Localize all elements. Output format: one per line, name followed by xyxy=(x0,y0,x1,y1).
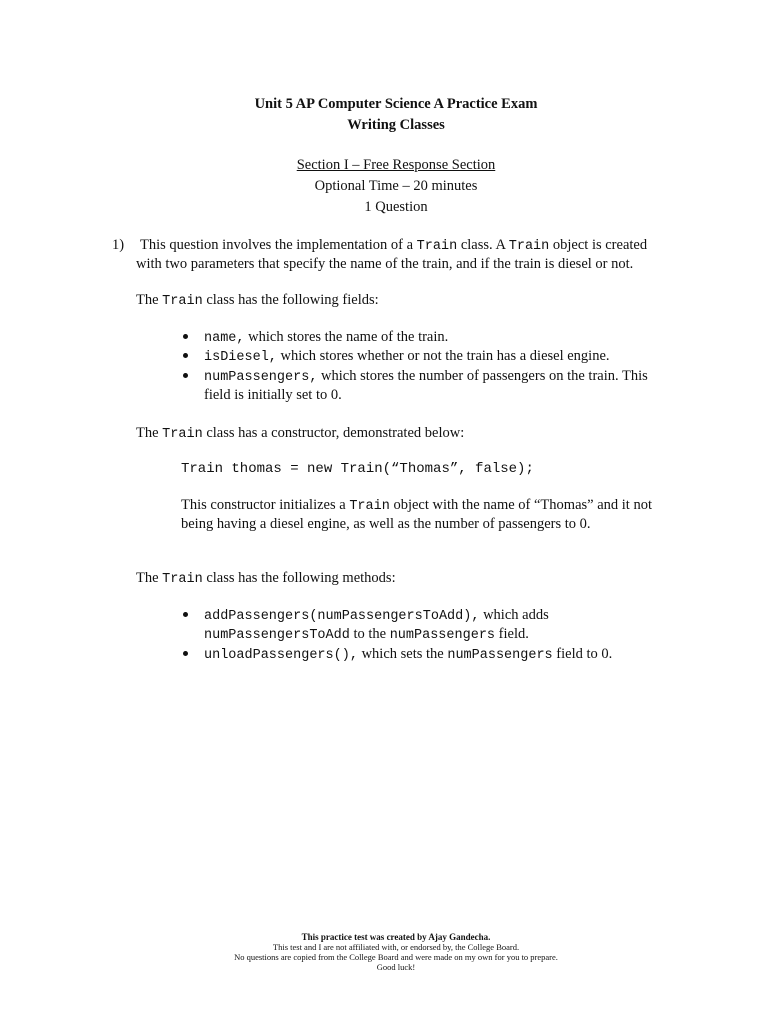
methods-intro xyxy=(136,568,396,590)
ctor-desc-code: Train xyxy=(349,499,390,514)
method-code: numPassengers xyxy=(389,628,496,643)
question-number: 1) xyxy=(112,237,125,253)
methods-pre: The xyxy=(136,570,163,586)
ctor-desc-line-2: being having a diesel engine, as well as the number of passengers to 0. xyxy=(181,516,591,532)
field-code: name, xyxy=(204,331,245,346)
method-item-add-cont xyxy=(204,625,529,645)
title-line-2: Writing Classes xyxy=(347,117,445,133)
bullet-icon xyxy=(183,373,188,378)
ctor-post: class has a constructor, demonstrated below: xyxy=(202,425,465,441)
method-text: to the xyxy=(349,626,390,642)
method-code: numPassengersToAdd xyxy=(204,628,350,643)
intro-text-b: class. A xyxy=(457,237,509,253)
methods-code: Train xyxy=(162,572,203,587)
field-text: which stores whether or not the train has a diesel engine. xyxy=(276,348,610,364)
fields-pre: The xyxy=(136,292,163,308)
section-count: 1 Question xyxy=(364,199,428,215)
page-footer xyxy=(0,932,768,972)
footer-good-luck: Good luck! xyxy=(376,962,416,972)
field-text: which stores the name of the train. xyxy=(244,329,449,345)
field-code: numPassengers, xyxy=(204,370,318,385)
field-item-numpassengers-cont: field is initially set to 0. xyxy=(204,387,342,403)
title-line-1: Unit 5 AP Computer Science A Practice Exam xyxy=(254,96,538,112)
intro-code-2: Train xyxy=(508,239,550,254)
bullet-icon xyxy=(183,651,188,656)
ctor-desc-b: object with the name of “Thomas” and it not xyxy=(389,497,652,513)
method-text: field. xyxy=(495,626,529,642)
bullet-icon xyxy=(183,334,188,339)
intro-code-1: Train xyxy=(416,239,458,254)
intro-text-c: object is created xyxy=(549,237,648,253)
method-text: which adds xyxy=(479,607,549,623)
section-heading: Section I – Free Response Section xyxy=(296,157,496,173)
methods-post: class has the following methods: xyxy=(202,570,396,586)
method-text: which sets the xyxy=(357,646,448,662)
field-item-isdiesel xyxy=(204,347,610,367)
fields-intro xyxy=(136,290,379,312)
exam-title xyxy=(0,94,768,136)
bullet-icon xyxy=(183,612,188,617)
method-code: numPassengers xyxy=(447,648,553,663)
field-text: which stores the number of passengers on the train. This xyxy=(317,368,648,384)
field-item-name xyxy=(204,328,448,348)
footer-disclaimer-1: This test and I are not affiliated with, or endorsed by, the College Board. xyxy=(272,942,520,952)
ctor-pre: The xyxy=(136,425,163,441)
bullet-icon xyxy=(183,353,188,358)
footer-disclaimer-2: No questions are copied from the College Board and were made on my own for you to prepare. xyxy=(234,952,558,962)
method-item-unload xyxy=(204,645,612,665)
footer-credit: This practice test was created by Ajay Gandecha. xyxy=(301,932,491,942)
section-header xyxy=(0,155,768,218)
ctor-example-code: Train thomas = new Train(“Thomas”, false); xyxy=(181,461,534,477)
method-code: unloadPassengers(), xyxy=(204,648,358,663)
fields-code: Train xyxy=(162,294,203,309)
method-text: field to 0. xyxy=(552,646,613,662)
method-code: addPassengers(numPassengersToAdd), xyxy=(204,609,480,624)
fields-post: class has the following fields: xyxy=(202,292,379,308)
ctor-code: Train xyxy=(162,427,203,442)
ctor-intro xyxy=(136,423,464,445)
field-item-numpassengers xyxy=(204,367,648,387)
ctor-desc-a: This constructor initializes a xyxy=(181,497,350,513)
question-intro-line-2: with two parameters that specify the name of the train, and if the train is diesel or not. xyxy=(136,256,634,272)
method-item-add xyxy=(204,606,549,626)
field-code: isDiesel, xyxy=(204,350,277,365)
intro-text-a: This question involves the implementation of a xyxy=(140,237,417,253)
section-time: Optional Time – 20 minutes xyxy=(314,178,478,194)
